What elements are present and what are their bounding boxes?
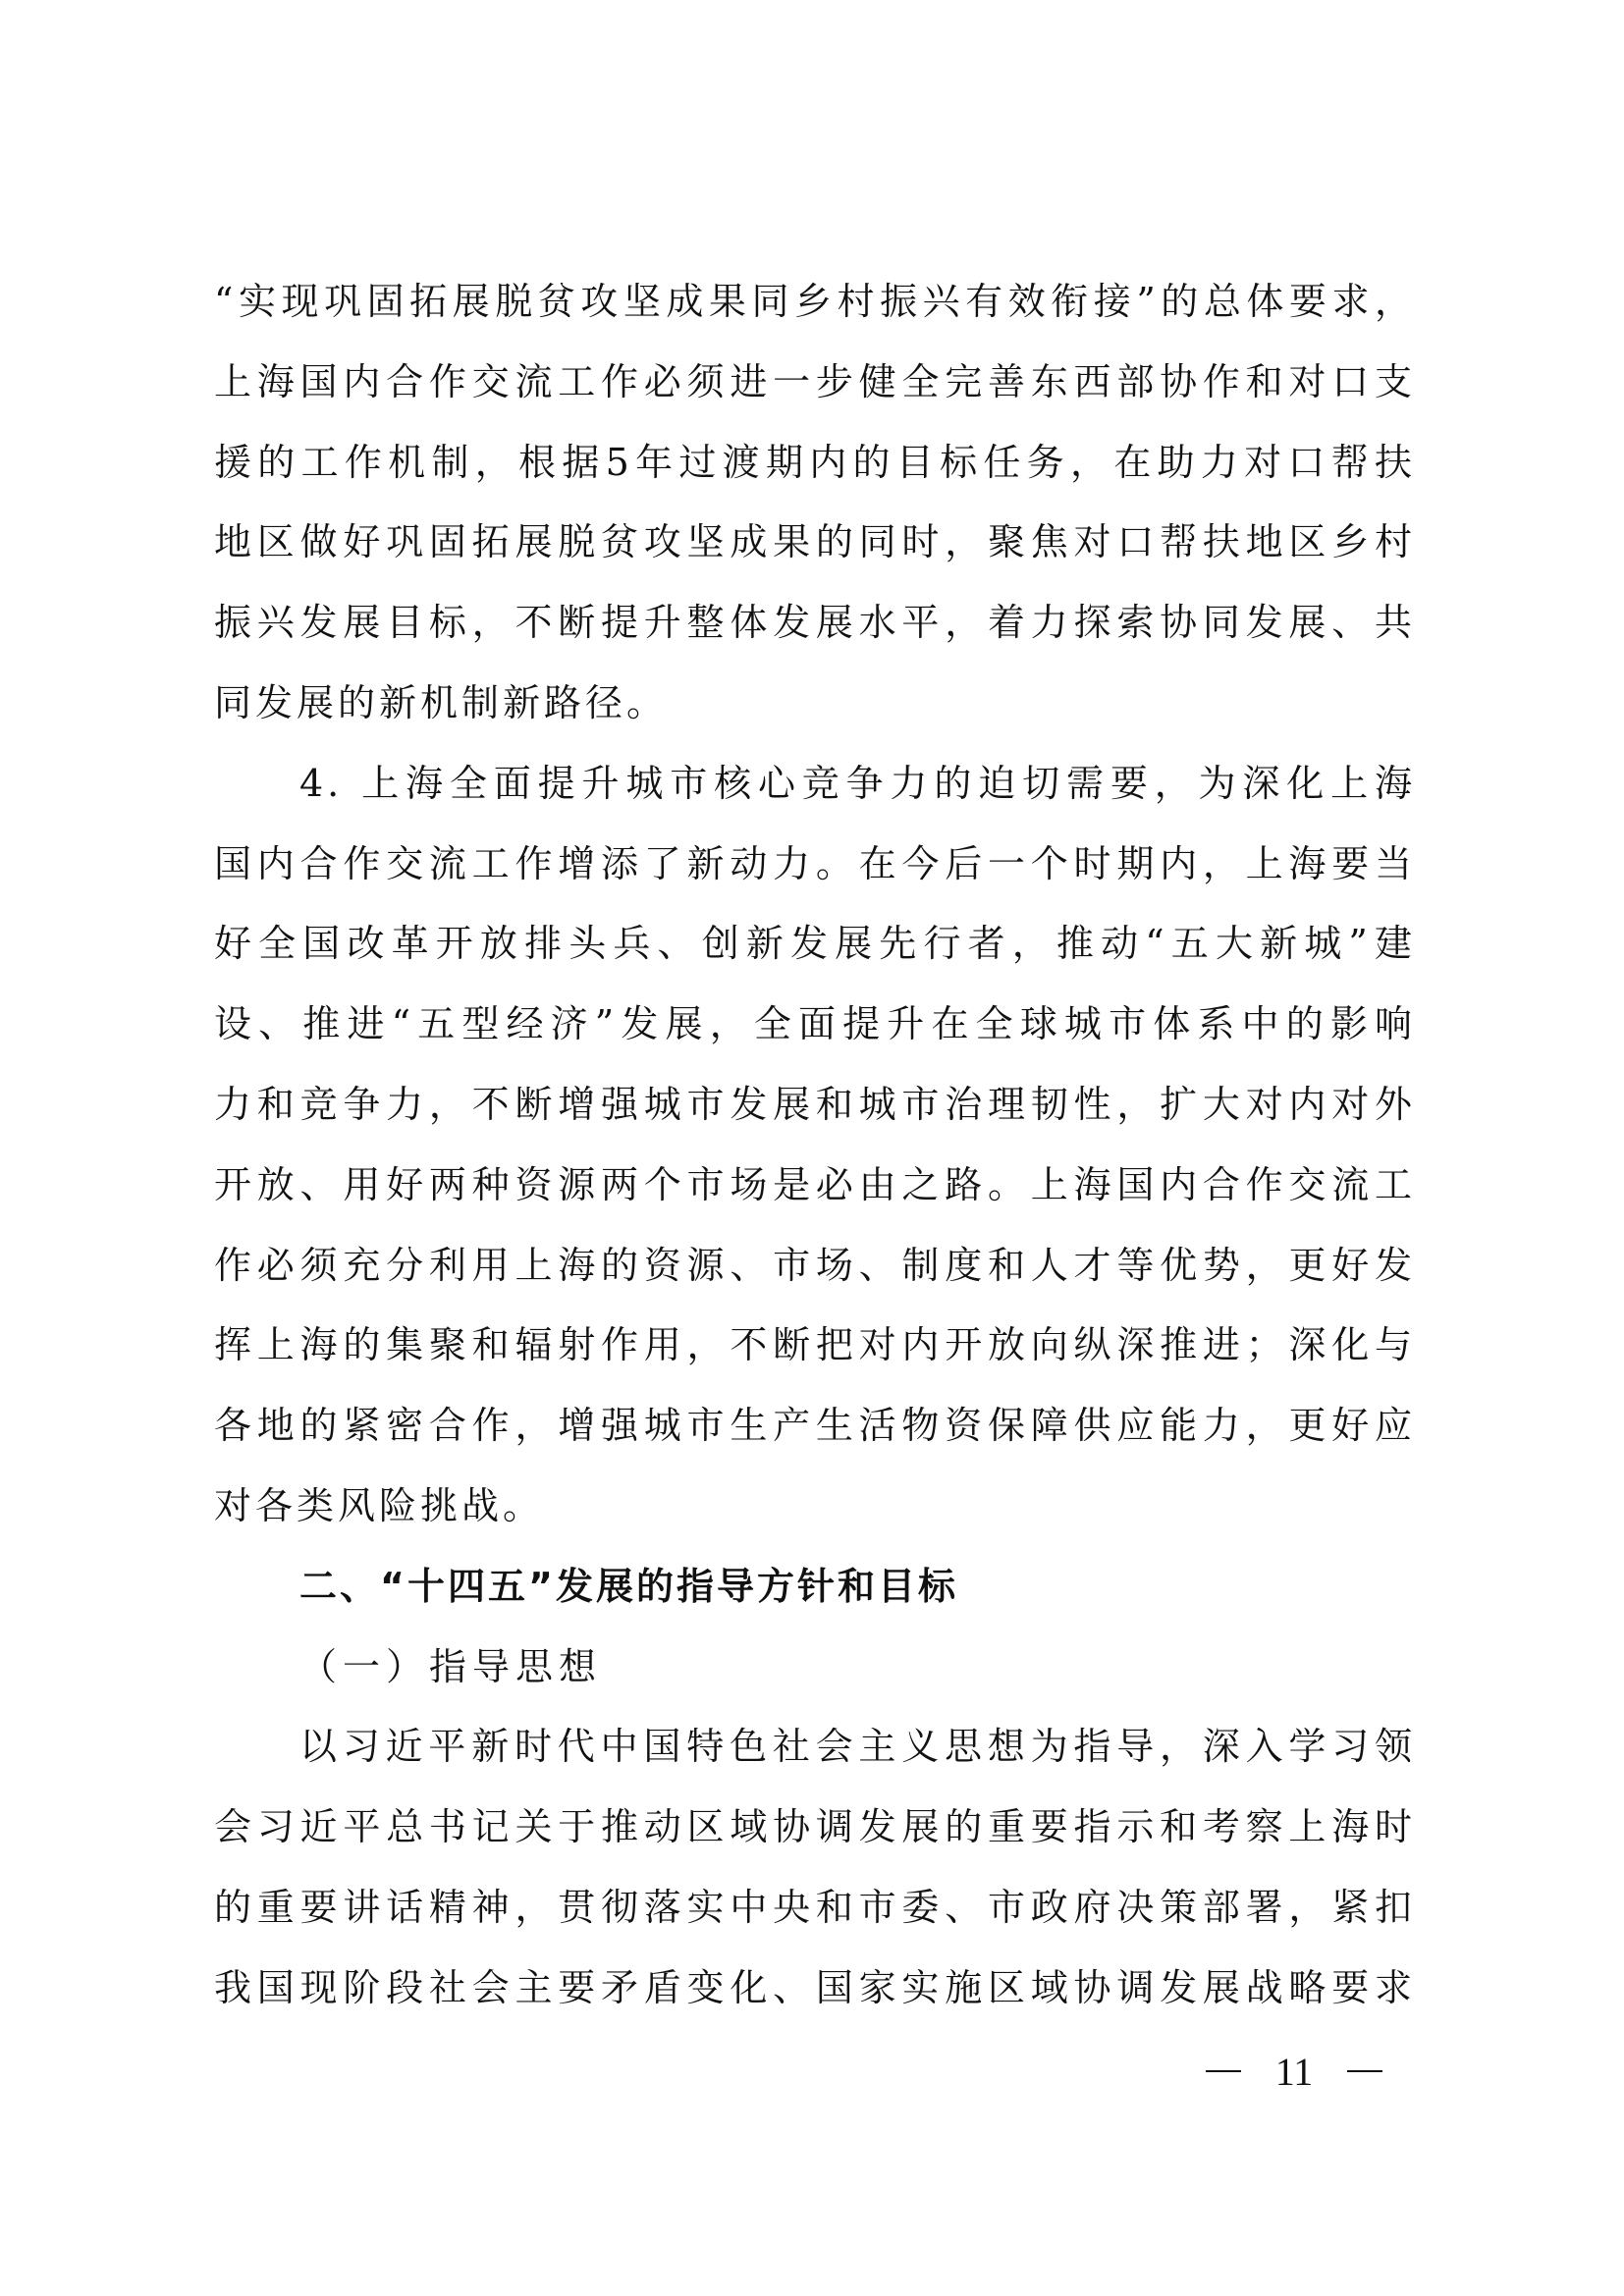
paragraph-guiding-ideology	[214, 1707, 1416, 2028]
text-line: 好全国改革开放排头兵、创新发展先行者，推动“五大新城”建	[214, 922, 1416, 966]
page-body	[214, 262, 1416, 2029]
text-line: 4. 上海全面提升城市核心竞争力的迫切需要，为深化上海	[299, 761, 1416, 805]
paragraph-continued	[214, 262, 1416, 744]
text-line: “实现巩固拓展脱贫攻坚成果同乡村振兴有效衔接”的总体要求，	[214, 280, 1416, 323]
text-line: 各地的紧密合作，增强城市生产生活物资保障供应能力，更好应	[214, 1404, 1416, 1448]
page-number: 11	[1274, 2049, 1314, 2094]
text-line: 国内合作交流工作增添了新动力。在今后一个时期内，上海要当	[214, 841, 1416, 885]
text-line: 我国现阶段社会主要矛盾变化、国家实施区域协调发展战略要求	[214, 1965, 1416, 2009]
subsection-heading: （一）指导思想	[299, 1644, 603, 1688]
text-line: 振兴发展目标，不断提升整体发展水平，着力探索协同发展、共	[214, 601, 1416, 645]
text-line: 的重要讲话精神，贯彻落实中央和市委、市政府决策部署，紧扣	[214, 1885, 1416, 1929]
dash-left-decoration	[1206, 2070, 1241, 2072]
text-line: 作必须充分利用上海的资源、市场、制度和人才等优势，更好发	[214, 1243, 1416, 1287]
text-line: 援的工作机制，根据5年过渡期内的目标任务，在助力对口帮扶	[214, 440, 1416, 484]
section-heading: 二、“十四五”发展的指导方针和目标	[299, 1564, 958, 1608]
text-line: 会习近平总书记关于推动区域协调发展的重要指示和考察上海时	[214, 1805, 1416, 1849]
paragraph-item-4	[214, 744, 1416, 1547]
text-line: 以习近平新时代中国特色社会主义思想为指导，深入学习领	[299, 1725, 1416, 1769]
text-line: 地区做好巩固拓展脱贫攻坚成果的同时，聚焦对口帮扶地区乡村	[214, 520, 1416, 564]
page-number-footer	[1206, 2048, 1382, 2095]
text-line: 同发展的新机制新路径。	[214, 680, 669, 724]
text-line: 设、推进“五型经济”发展，全面提升在全球城市体系中的影响	[214, 1002, 1416, 1046]
text-line: 对各类风险挑战。	[214, 1483, 545, 1527]
text-line: 开放、用好两种资源两个市场是必由之路。上海国内合作交流工	[214, 1162, 1416, 1206]
text-line: 上海国内合作交流工作必须进一步健全完善东西部协作和对口支	[214, 359, 1416, 403]
dash-right-decoration	[1347, 2070, 1382, 2072]
text-line: 挥上海的集聚和辐射作用，不断把对内开放向纵深推进；深化与	[214, 1323, 1416, 1367]
text-line: 力和竞争力，不断增强城市发展和城市治理韧性，扩大对内对外	[214, 1082, 1416, 1126]
